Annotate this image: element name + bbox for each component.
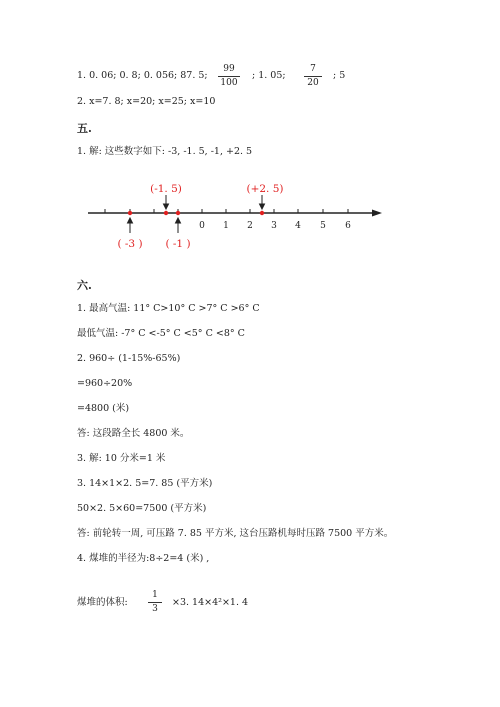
label-plus-2-5: (+2. 5) bbox=[246, 183, 284, 195]
answer-line: =960÷20% bbox=[77, 378, 133, 389]
point-minus-1-5 bbox=[164, 211, 168, 215]
point-minus-3 bbox=[128, 211, 132, 215]
tick-label: 3 bbox=[271, 221, 277, 231]
section-6-heading: 六. bbox=[77, 279, 92, 292]
label-minus-3: ( -3 ) bbox=[117, 238, 143, 250]
answer-line: 1. 最高气温: 11° C>10° C >7° C >6° C bbox=[77, 303, 260, 314]
arrowhead-down-icon bbox=[164, 204, 169, 209]
answer-line-1-part2: ; 1. 05; bbox=[252, 70, 286, 81]
answer-line-1-part1: 1. 0. 06; 0. 8; 0. 056; 87. 5; bbox=[77, 70, 208, 81]
fraction-bar bbox=[148, 602, 162, 603]
fraction-denominator: 3 bbox=[152, 604, 158, 614]
arrowhead-up-icon bbox=[176, 218, 181, 223]
answer-line: 3. 14×1×2. 5=7. 85 (平方米) bbox=[77, 478, 213, 489]
fraction-bar bbox=[218, 76, 240, 77]
arrowhead-down-icon bbox=[260, 204, 265, 209]
number-line-diagram bbox=[80, 180, 400, 260]
fraction-1-3 bbox=[148, 590, 162, 615]
arrowhead-up-icon bbox=[128, 218, 133, 223]
answer-line: 4. 煤堆的半径为:8÷2=4 (米) , bbox=[77, 553, 210, 564]
fraction-99-100 bbox=[218, 64, 240, 89]
fraction-bar bbox=[304, 76, 322, 77]
point-plus-2-5 bbox=[260, 211, 264, 215]
volume-line-prefix: 煤堆的体积: bbox=[77, 597, 128, 608]
tick-label: 4 bbox=[295, 221, 301, 231]
fraction-numerator: 7 bbox=[310, 64, 316, 74]
fraction-numerator: 99 bbox=[223, 64, 235, 74]
answer-line: =4800 (米) bbox=[77, 403, 130, 414]
answer-line: 最低气温: -7° C <-5° C <5° C <8° C bbox=[77, 328, 245, 339]
label-minus-1: ( -1 ) bbox=[165, 238, 191, 250]
tick-label: 0 bbox=[199, 221, 205, 231]
tick-label: 5 bbox=[320, 221, 326, 231]
fraction-denominator: 20 bbox=[307, 78, 319, 88]
answer-line: 答: 前轮转一周, 可压路 7. 85 平方米, 这台压路机每时压路 7500 平方米。 bbox=[77, 528, 394, 539]
tick-label: 1 bbox=[223, 221, 229, 231]
answer-line-1 bbox=[77, 70, 208, 82]
section-5-item-1: 1. 解: 这些数字如下: -3, -1. 5, -1, +2. 5 bbox=[77, 146, 253, 157]
answer-line: 2. 960÷ (1-15%-65%) bbox=[77, 353, 181, 364]
tick-label: 2 bbox=[247, 221, 253, 231]
axis-arrow-icon bbox=[372, 210, 382, 217]
answer-line-2: 2. x=7. 8; x=20; x=25; x=10 bbox=[77, 96, 216, 107]
answer-line: 3. 解: 10 分米=1 米 bbox=[77, 453, 166, 464]
fraction-7-20 bbox=[304, 64, 322, 89]
answer-line: 50×2. 5×60=7500 (平方米) bbox=[77, 503, 207, 514]
point-minus-1 bbox=[176, 211, 180, 215]
fraction-denominator: 100 bbox=[220, 78, 238, 88]
volume-line-suffix: ×3. 14×4²×1. 4 bbox=[172, 597, 249, 608]
answer-line-1-part3: ; 5 bbox=[333, 70, 346, 81]
label-minus-1-5: (-1. 5) bbox=[150, 183, 182, 195]
tick-label: 6 bbox=[345, 221, 351, 231]
section-5-heading: 五. bbox=[77, 122, 92, 135]
answer-line: 答: 这段路全长 4800 米。 bbox=[77, 428, 190, 439]
fraction-numerator: 1 bbox=[152, 590, 158, 600]
